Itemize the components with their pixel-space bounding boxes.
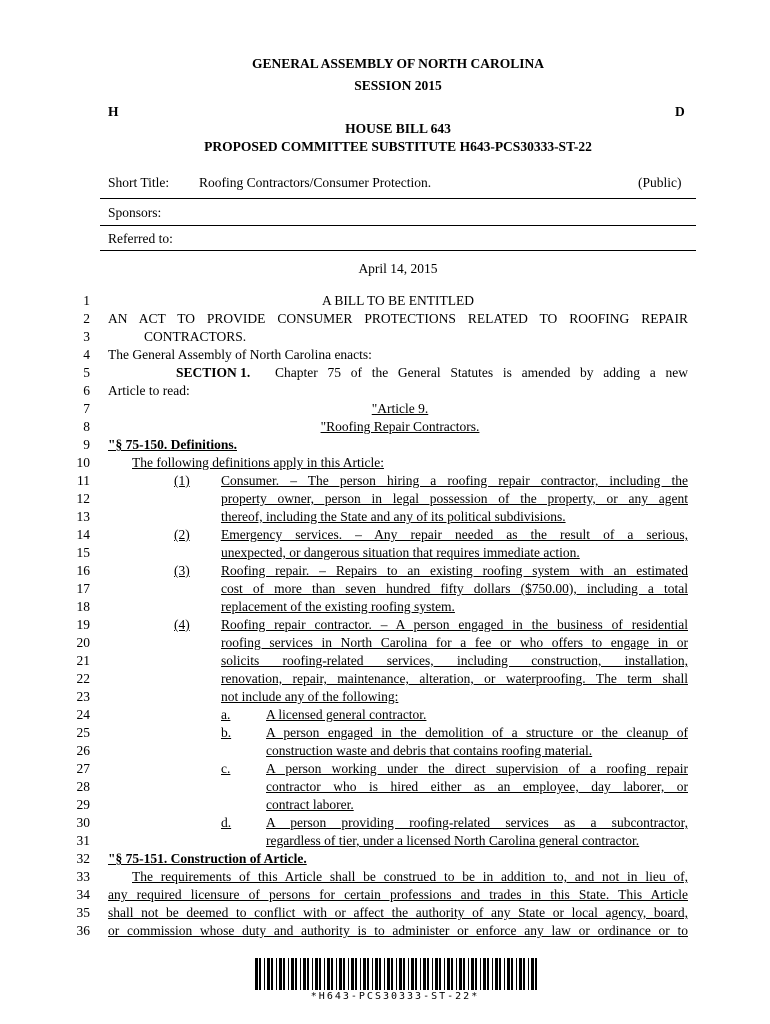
item-number: (4): [174, 617, 190, 632]
sub-item-line: construction waste and debris that contains roofing material.: [266, 743, 593, 758]
barcode-bar: [535, 958, 537, 990]
barcode-bar: [403, 958, 405, 990]
barcode-bar: [315, 958, 318, 990]
left-letter: H: [108, 104, 119, 119]
sub-item-letter: d.: [221, 815, 232, 830]
sub-item-line: A person engaged in the demolition of a structure or the cleanup of: [266, 725, 688, 740]
barcode-bar: [351, 958, 354, 990]
barcode-bar: [411, 958, 414, 990]
line-number: 20: [76, 635, 90, 650]
bill-number: HOUSE BILL 643: [345, 121, 451, 136]
definition-line: renovation, repair, maintenance, alteration, or waterproofing. The term shall: [221, 671, 688, 686]
definition-line: Roofing repair. – Repairs to an existing roofing system with an estimated: [221, 563, 688, 578]
barcode-bar: [312, 958, 313, 990]
body-line: any required licensure of persons for certain professions and trades in this State. This Article: [108, 887, 688, 902]
assembly-title: GENERAL ASSEMBLY OF NORTH CAROLINA: [251, 56, 545, 71]
barcode-bar: [348, 958, 349, 990]
definition-line: Consumer. – The person hiring a roofing repair contractor, including the: [221, 473, 688, 488]
barcode-bar: [295, 958, 297, 990]
sub-item-line: A person providing roofing-related services as a subcontractor,: [266, 815, 688, 830]
line-number: 10: [76, 455, 90, 470]
barcode-bar: [355, 958, 357, 990]
barcode-bar: [276, 958, 277, 990]
meta-divider: [100, 250, 696, 251]
barcode-bar: [531, 958, 534, 990]
definition-line: thereof, including the State and any of its political subdivisions.: [221, 509, 566, 524]
barcode-bar: [327, 958, 330, 990]
barcode-bar: [435, 958, 438, 990]
barcode-bar: [475, 958, 477, 990]
barcode-bar: [319, 958, 321, 990]
barcode-bar: [324, 958, 325, 990]
barcode-bar: [456, 958, 457, 990]
line-number: 2: [83, 311, 90, 326]
short-title: Roofing Contractors/Consumer Protection.: [199, 175, 432, 190]
barcode-bar: [288, 958, 289, 990]
barcode-bar: [271, 958, 273, 990]
barcode-bar: [463, 958, 465, 990]
barcode-bar: [379, 958, 381, 990]
barcode-bar: [384, 958, 385, 990]
barcode-bar: [408, 958, 409, 990]
barcode-bar: [487, 958, 489, 990]
line-number: 19: [76, 617, 90, 632]
definition-line: roofing services in North Carolina for a fee or who offers to engage in or: [221, 635, 688, 650]
article-number: "Article 9.: [371, 401, 429, 416]
sub-item-letter: c.: [221, 761, 231, 776]
barcode-bar: [483, 958, 486, 990]
barcode-bar: [303, 958, 306, 990]
line-number: 33: [76, 869, 90, 884]
barcode-bar: [331, 958, 333, 990]
item-number: (1): [174, 473, 190, 488]
barcode-bar: [372, 958, 373, 990]
barcode-bar: [396, 958, 397, 990]
line-number: 36: [76, 923, 90, 938]
barcode-bar: [387, 958, 390, 990]
barcode-bar: [432, 958, 433, 990]
barcode-bar: [267, 958, 270, 990]
sub-item-line: regardless of tier, under a licensed North Carolina general contractor.: [266, 833, 640, 848]
barcode-bar: [259, 958, 261, 990]
sub-item-letter: a.: [221, 707, 231, 722]
line-number: 9: [83, 437, 90, 452]
substitute-title: PROPOSED COMMITTEE SUBSTITUTE H643-PCS30333-ST-22: [204, 139, 592, 154]
barcode-bar: [423, 958, 426, 990]
definition-line: not include any of the following:: [221, 689, 399, 704]
line-number: 15: [76, 545, 90, 560]
section-text: Chapter 75 of the General Statutes is amended by adding a new: [275, 365, 688, 380]
section-heading-75-150: "§ 75-150. Definitions.: [108, 437, 237, 452]
line-number: 22: [76, 671, 90, 686]
barcode-bar: [499, 958, 501, 990]
barcode-text: *H643-PCS30333-ST-22*: [310, 991, 480, 1002]
line-number: 13: [76, 509, 90, 524]
barcode-bar: [264, 958, 265, 990]
barcode-bar: [507, 958, 510, 990]
line-number: 5: [83, 365, 90, 380]
barcode-bar: [451, 958, 453, 990]
barcode-bar: [300, 958, 301, 990]
barcode-bar: [255, 958, 258, 990]
barcode-bar: [399, 958, 402, 990]
definition-line: unexpected, or dangerous situation that requires immediate action.: [221, 545, 580, 560]
barcode-bar: [439, 958, 441, 990]
barcode-bar: [516, 958, 517, 990]
short-title-label: Short Title:: [108, 175, 170, 190]
sponsors-label: Sponsors:: [108, 205, 162, 220]
barcode-bar: [363, 958, 366, 990]
line-number: 32: [76, 851, 90, 866]
barcode-bar: [468, 958, 469, 990]
barcode-bar: [343, 958, 345, 990]
barcode-bar: [415, 958, 417, 990]
barcode-bar: [459, 958, 462, 990]
line-number: 31: [76, 833, 90, 848]
line-number: 11: [77, 473, 90, 488]
body-line: Article to read:: [108, 383, 190, 398]
definition-line: cost of more than seven hundred fifty dollars ($750.00), including a total: [221, 581, 688, 596]
barcode-bar: [495, 958, 498, 990]
barcode-bar: [528, 958, 529, 990]
line-number: 34: [76, 887, 90, 902]
sub-item-letter: b.: [221, 725, 232, 740]
body-line: The requirements of this Article shall be construed to be in addition to, and not in lieu of,: [132, 869, 688, 884]
item-number: (3): [174, 563, 190, 578]
barcode-bar: [511, 958, 513, 990]
line-number: 18: [76, 599, 90, 614]
barcode-bar: [283, 958, 285, 990]
definition-line: Roofing repair contractor. – A person engaged in the business of residential: [221, 617, 688, 632]
act-title-cont: CONTRACTORS.: [144, 329, 247, 344]
referred-label: Referred to:: [108, 231, 173, 246]
line-number: 26: [76, 743, 90, 758]
barcode-bar: [492, 958, 493, 990]
line-number: 23: [76, 689, 90, 704]
barcode-bar: [523, 958, 525, 990]
line-number: 7: [83, 401, 90, 416]
barcode-bar: [336, 958, 337, 990]
line-number: 1: [83, 293, 90, 308]
article-title: "Roofing Repair Contractors.: [320, 419, 480, 434]
item-number: (2): [174, 527, 190, 542]
line-number: 29: [76, 797, 90, 812]
section-heading-75-151: "§ 75-151. Construction of Article.: [108, 851, 307, 866]
public-tag: (Public): [638, 175, 682, 190]
line-number: 3: [83, 329, 90, 344]
line-number: 16: [76, 563, 90, 578]
line-number: 12: [76, 491, 90, 506]
barcode-image: [255, 958, 539, 990]
bill-heading: A BILL TO BE ENTITLED: [322, 293, 474, 308]
line-number: 24: [76, 707, 90, 722]
line-number: 4: [83, 347, 90, 362]
act-title: AN ACT TO PROVIDE CONSUMER PROTECTIONS RELATED TO ROOFING REPAIR: [108, 311, 688, 326]
line-number: 14: [76, 527, 90, 542]
right-letter: D: [675, 104, 685, 119]
line-number: 21: [76, 653, 90, 668]
session-title: SESSION 2015: [354, 78, 442, 93]
barcode-bar: [391, 958, 393, 990]
enacting-clause: The General Assembly of North Carolina enacts:: [108, 347, 372, 362]
barcode-bar: [360, 958, 361, 990]
barcode-bar: [375, 958, 378, 990]
line-number: 25: [76, 725, 90, 740]
barcode-bar: [447, 958, 450, 990]
barcode-bar: [291, 958, 294, 990]
bill-date: April 14, 2015: [358, 261, 438, 276]
barcode-bar: [367, 958, 369, 990]
barcode-bar: [444, 958, 445, 990]
definition-line: property owner, person in legal possession of the property, or any agent: [221, 491, 688, 506]
definition-line: solicits roofing-related services, including construction, installation,: [221, 653, 688, 668]
body-line: shall not be deemed to conflict with or affect the authority of any State or local agency, board,: [108, 905, 688, 920]
barcode-bar: [480, 958, 481, 990]
barcode-bar: [471, 958, 474, 990]
barcode-bar: [420, 958, 421, 990]
meta-divider: [100, 225, 696, 226]
sub-item-line: contract laborer.: [266, 797, 354, 812]
definition-line: Emergency services. – Any repair needed as the result of a serious,: [221, 527, 688, 542]
barcode-bar: [427, 958, 429, 990]
barcode-bar: [279, 958, 282, 990]
line-number: 35: [76, 905, 90, 920]
barcode-bar: [519, 958, 522, 990]
line-number: 27: [76, 761, 90, 776]
line-number: 8: [83, 419, 90, 434]
body-line: or commission whose duty and authority is to administer or enforce any law or ordinance or to: [108, 923, 688, 938]
line-number: 17: [76, 581, 90, 596]
line-number: 28: [76, 779, 90, 794]
line-number: 6: [83, 383, 90, 398]
line-number: 30: [76, 815, 90, 830]
sub-item-line: A licensed general contractor.: [266, 707, 427, 722]
body-line: The following definitions apply in this Article:: [132, 455, 384, 470]
meta-divider: [100, 198, 696, 199]
barcode-bar: [504, 958, 505, 990]
definition-line: replacement of the existing roofing system.: [221, 599, 455, 614]
barcode-bar: [307, 958, 309, 990]
barcode-bar: [339, 958, 342, 990]
sub-item-line: A person working under the direct supervision of a roofing repair: [266, 761, 688, 776]
section-label: SECTION 1.: [176, 365, 251, 380]
sub-item-line: contractor who is hired either as an employee, day laborer, or: [266, 779, 688, 794]
